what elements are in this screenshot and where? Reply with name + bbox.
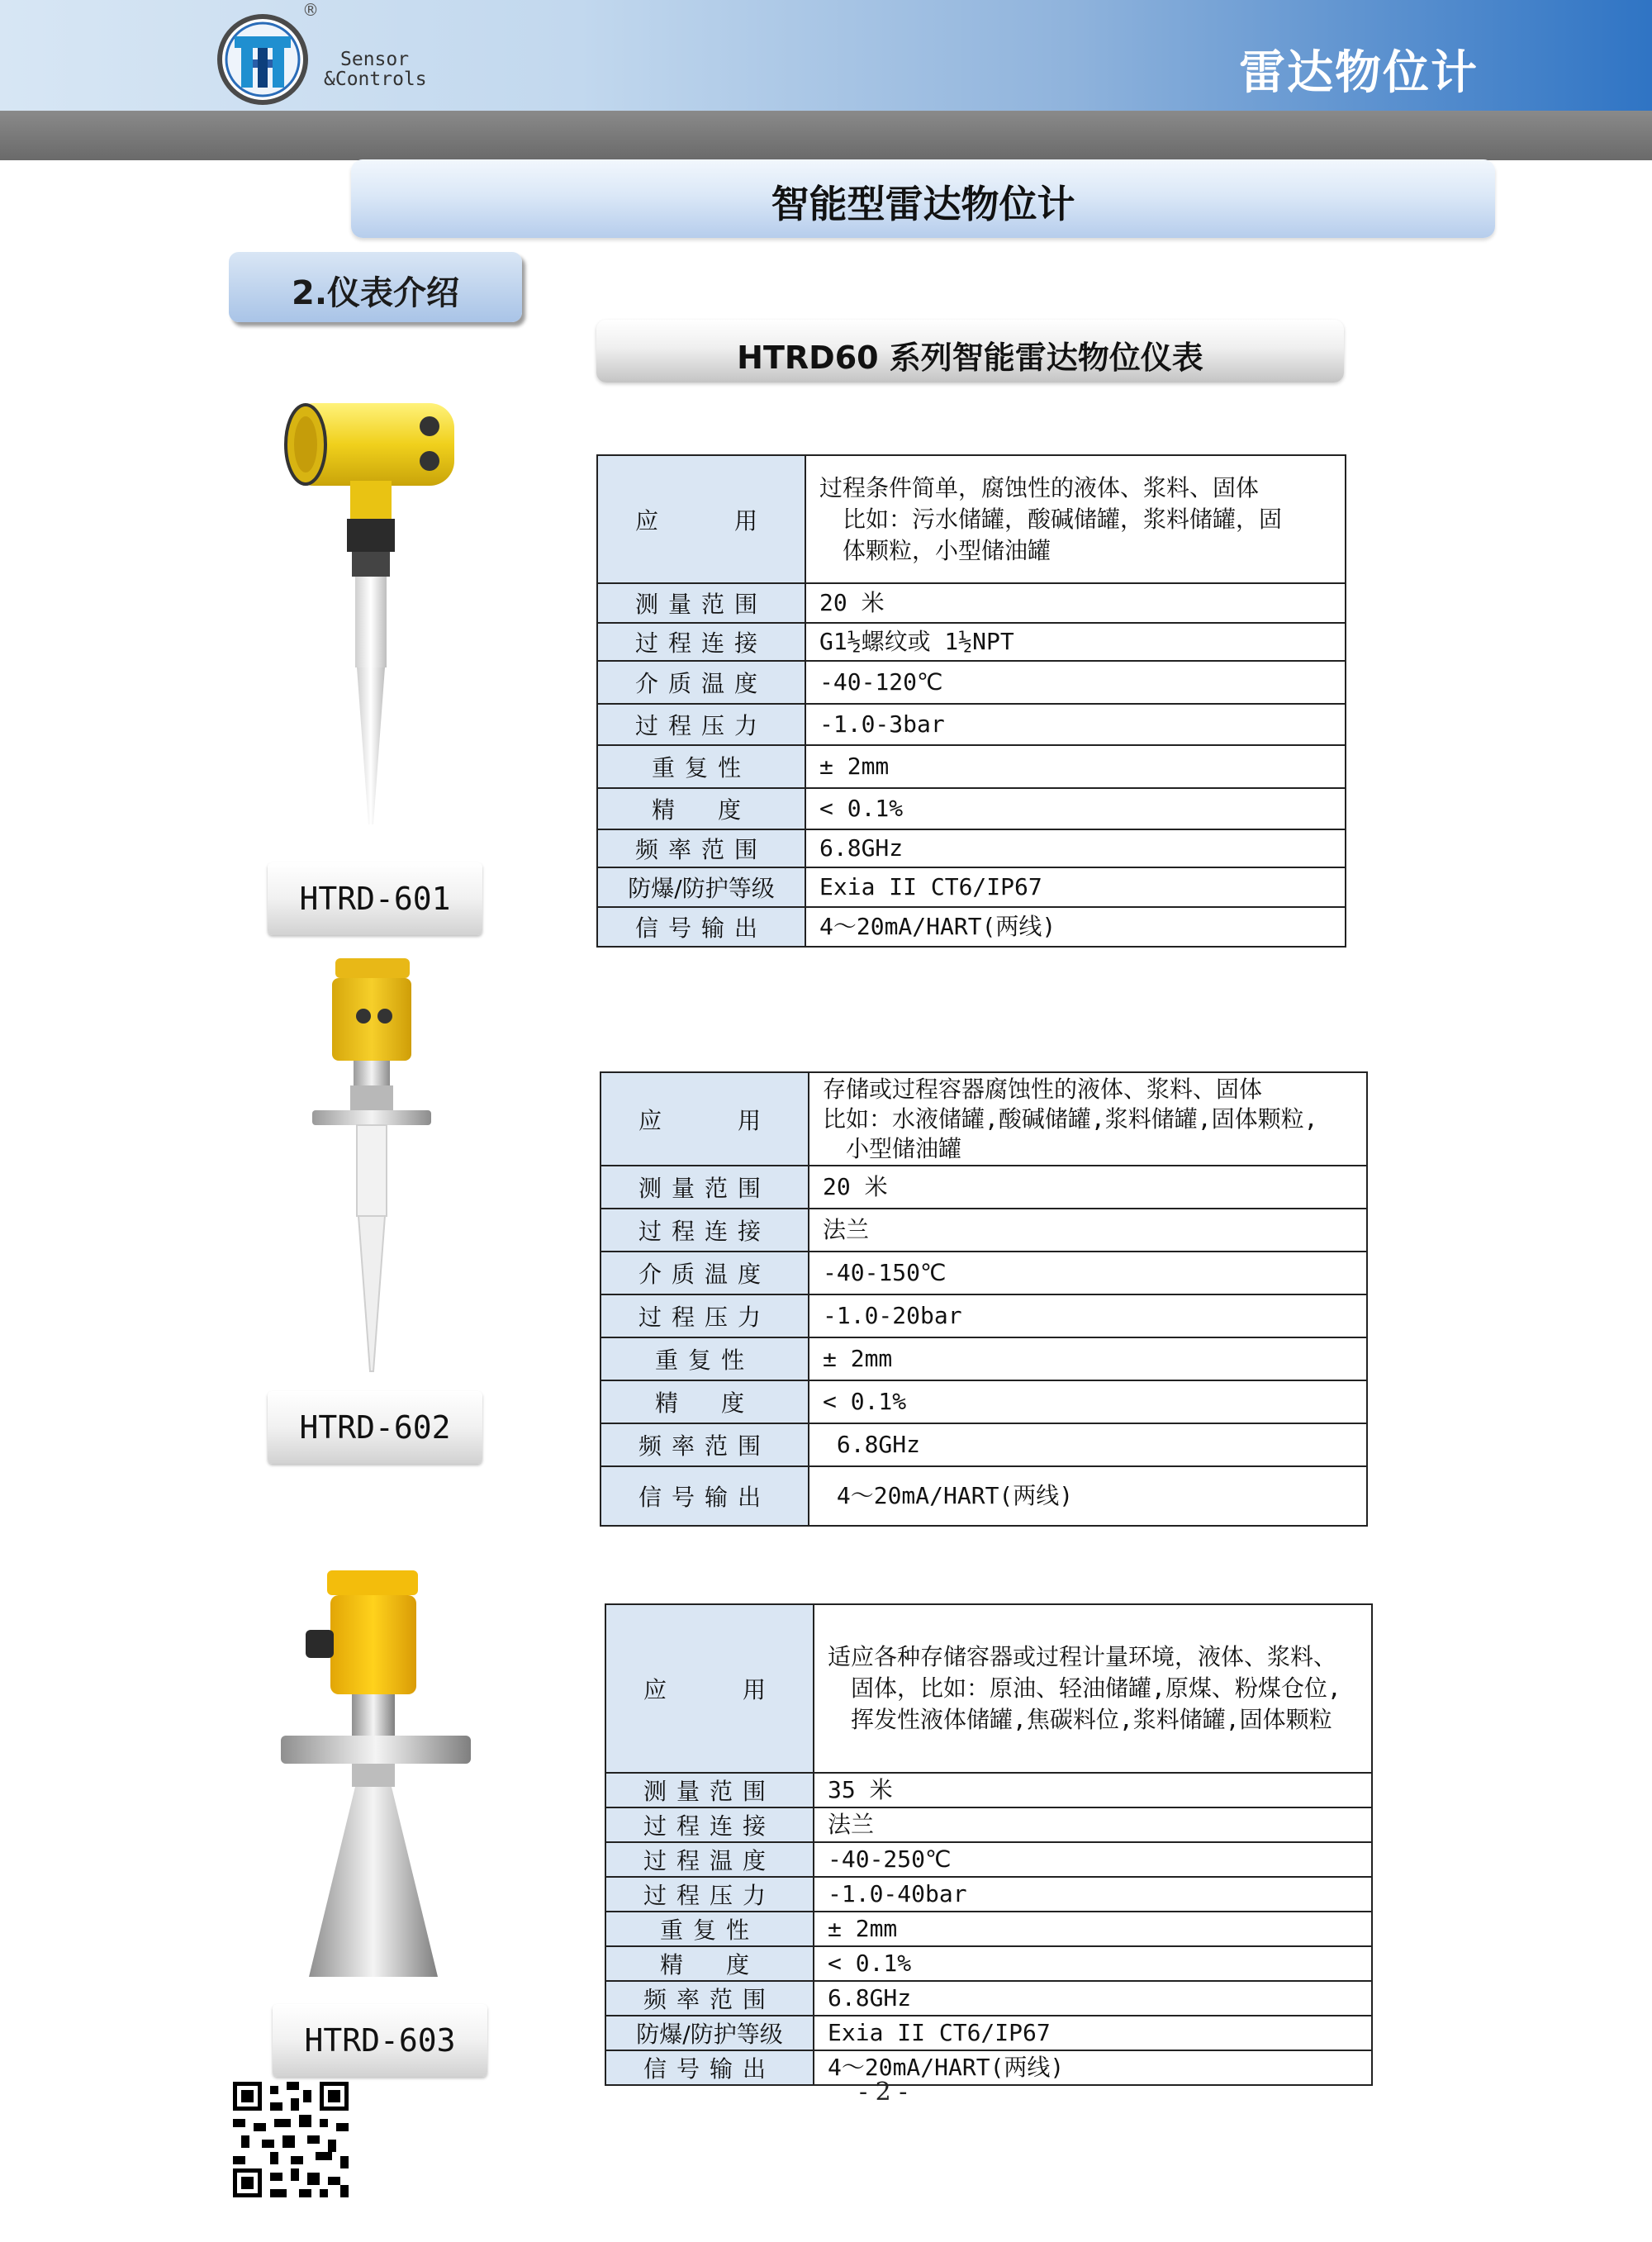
spec-row	[605, 1773, 1372, 1807]
spec-key: 过程压力	[605, 1877, 814, 1912]
spec-table-htrd-602	[600, 1071, 1368, 1527]
spec-value: 6.8GHz	[809, 1423, 1367, 1466]
spec-key: 重复性	[601, 1337, 809, 1380]
section-tag	[229, 252, 522, 322]
spec-key: 频率范围	[605, 1981, 814, 2016]
spec-row	[597, 704, 1346, 745]
spec-key: 重复性	[605, 1912, 814, 1946]
spec-table-htrd-603	[605, 1603, 1373, 2086]
spec-value: 法兰	[814, 1807, 1372, 1842]
spec-value: 4～20mA/HART(两线)	[814, 2050, 1372, 2085]
product-image-htrd-601	[273, 395, 471, 829]
spec-value: < 0.1%	[814, 1946, 1372, 1981]
model-name: HTRD-603	[304, 2022, 456, 2059]
spec-value: -40-120℃	[805, 661, 1346, 704]
spec-row	[605, 1807, 1372, 1842]
spec-key: 应 用	[605, 1604, 814, 1773]
qr-code-icon[interactable]	[233, 2082, 349, 2197]
spec-key: 应 用	[597, 455, 805, 583]
series-title-box	[596, 320, 1344, 382]
spec-value: 法兰	[809, 1209, 1367, 1252]
page-number: - 2 -	[859, 2078, 908, 2107]
product-image-htrd-602	[306, 950, 438, 1375]
model-label-htrd-602	[268, 1391, 482, 1464]
spec-value: 过程条件简单，腐蚀性的液体、浆料、固体 比如：污水储罐，酸碱储罐，浆料储罐，固 体颗粒，小型储油罐	[805, 455, 1346, 583]
spec-value: -40-250℃	[814, 1842, 1372, 1877]
spec-row	[597, 867, 1346, 907]
spec-row	[605, 1946, 1372, 1981]
banner-title: 智能型雷达物位计	[771, 182, 1075, 226]
spec-value: Exia II CT6/IP67	[805, 867, 1346, 907]
spec-row	[601, 1252, 1367, 1294]
spec-key: 介质温度	[601, 1252, 809, 1294]
spec-row	[605, 1877, 1372, 1912]
spec-key: 过程连接	[605, 1807, 814, 1842]
spec-key: 信号输出	[597, 907, 805, 947]
spec-key: 测量范围	[597, 583, 805, 623]
spec-row	[597, 623, 1346, 661]
spec-value: ± 2mm	[809, 1337, 1367, 1380]
spec-row	[597, 907, 1346, 947]
spec-row	[601, 1466, 1367, 1526]
spec-key: 应 用	[601, 1072, 809, 1166]
spec-key: 过程连接	[601, 1209, 809, 1252]
spec-key: 精 度	[605, 1946, 814, 1981]
spec-value: G1½螺纹或 1½NPT	[805, 623, 1346, 661]
spec-value: 4～20mA/HART(两线)	[805, 907, 1346, 947]
model-name: HTRD-602	[299, 1409, 451, 1446]
spec-key: 过程温度	[605, 1842, 814, 1877]
model-name: HTRD-601	[299, 881, 451, 917]
spec-value: -1.0-40bar	[814, 1877, 1372, 1912]
spec-key: 频率范围	[597, 829, 805, 867]
spec-key: 精 度	[601, 1380, 809, 1423]
spec-value: 35 米	[814, 1773, 1372, 1807]
spec-value: ± 2mm	[814, 1912, 1372, 1946]
spec-value: 6.8GHz	[814, 1981, 1372, 2016]
spec-table-htrd-601	[596, 454, 1346, 948]
model-label-htrd-601	[268, 862, 482, 935]
spec-value: 4～20mA/HART(两线)	[809, 1466, 1367, 1526]
spec-value: ± 2mm	[805, 745, 1346, 788]
spec-row	[605, 2016, 1372, 2050]
spec-key: 精 度	[597, 788, 805, 829]
model-label-htrd-603	[273, 2004, 487, 2077]
series-title: HTRD60 系列智能雷达物位仪表	[737, 340, 1203, 376]
spec-key: 信号输出	[605, 2050, 814, 2085]
page-banner	[351, 159, 1495, 238]
spec-value: -1.0-3bar	[805, 704, 1346, 745]
header-grey-bar	[0, 111, 1652, 160]
spec-key: 防爆/防护等级	[605, 2016, 814, 2050]
spec-row	[601, 1209, 1367, 1252]
spec-value: 20 米	[809, 1166, 1367, 1209]
spec-key: 过程压力	[601, 1294, 809, 1337]
spec-row	[601, 1294, 1367, 1337]
spec-key: 介质温度	[597, 661, 805, 704]
spec-value: -40-150℃	[809, 1252, 1367, 1294]
spec-key: 过程连接	[597, 623, 805, 661]
company-logo-icon	[216, 13, 309, 106]
spec-row	[597, 661, 1346, 704]
spec-value: 适应各种存储容器或过程计量环境，液体、浆料、 固体，比如：原油、轻油储罐,原煤、粉煤仓位, 挥发性液体储罐,焦碳料位,浆料储罐,固体颗粒	[814, 1604, 1372, 1773]
spec-value: -1.0-20bar	[809, 1294, 1367, 1337]
section-label: 2.仪表介绍	[291, 274, 460, 312]
spec-value: Exia II CT6/IP67	[814, 2016, 1372, 2050]
spec-row	[597, 788, 1346, 829]
spec-row	[597, 829, 1346, 867]
spec-value: < 0.1%	[805, 788, 1346, 829]
spec-value: 20 米	[805, 583, 1346, 623]
spec-row	[605, 1912, 1372, 1946]
spec-row	[605, 1604, 1372, 1773]
spec-key: 频率范围	[601, 1423, 809, 1466]
spec-row	[601, 1423, 1367, 1466]
spec-value: < 0.1%	[809, 1380, 1367, 1423]
header-title: 雷达物位计	[1239, 46, 1479, 100]
spec-row	[601, 1337, 1367, 1380]
spec-key: 测量范围	[605, 1773, 814, 1807]
spec-key: 防爆/防护等级	[597, 867, 805, 907]
spec-row	[605, 1842, 1372, 1877]
spec-row	[605, 1981, 1372, 2016]
spec-value: 6.8GHz	[805, 829, 1346, 867]
spec-row	[605, 2050, 1372, 2085]
product-image-htrd-603	[273, 1564, 479, 1985]
spec-row	[597, 455, 1346, 583]
spec-row	[601, 1166, 1367, 1209]
spec-key: 信号输出	[601, 1466, 809, 1526]
registered-mark: ®	[302, 0, 319, 20]
spec-row	[597, 583, 1346, 623]
spec-row	[601, 1380, 1367, 1423]
spec-key: 重复性	[597, 745, 805, 788]
spec-row	[601, 1072, 1367, 1166]
spec-key: 测量范围	[601, 1166, 809, 1209]
brand-line-2: &Controls	[324, 69, 427, 90]
brand-name	[324, 50, 427, 89]
spec-key: 过程压力	[597, 704, 805, 745]
spec-row	[597, 745, 1346, 788]
brand-line-1: Sensor	[340, 49, 410, 70]
spec-value: 存储或过程容器腐蚀性的液体、浆料、固体 比如：水液储罐,酸碱储罐,浆料储罐,固体颗粒, 小型储油罐	[809, 1072, 1367, 1166]
